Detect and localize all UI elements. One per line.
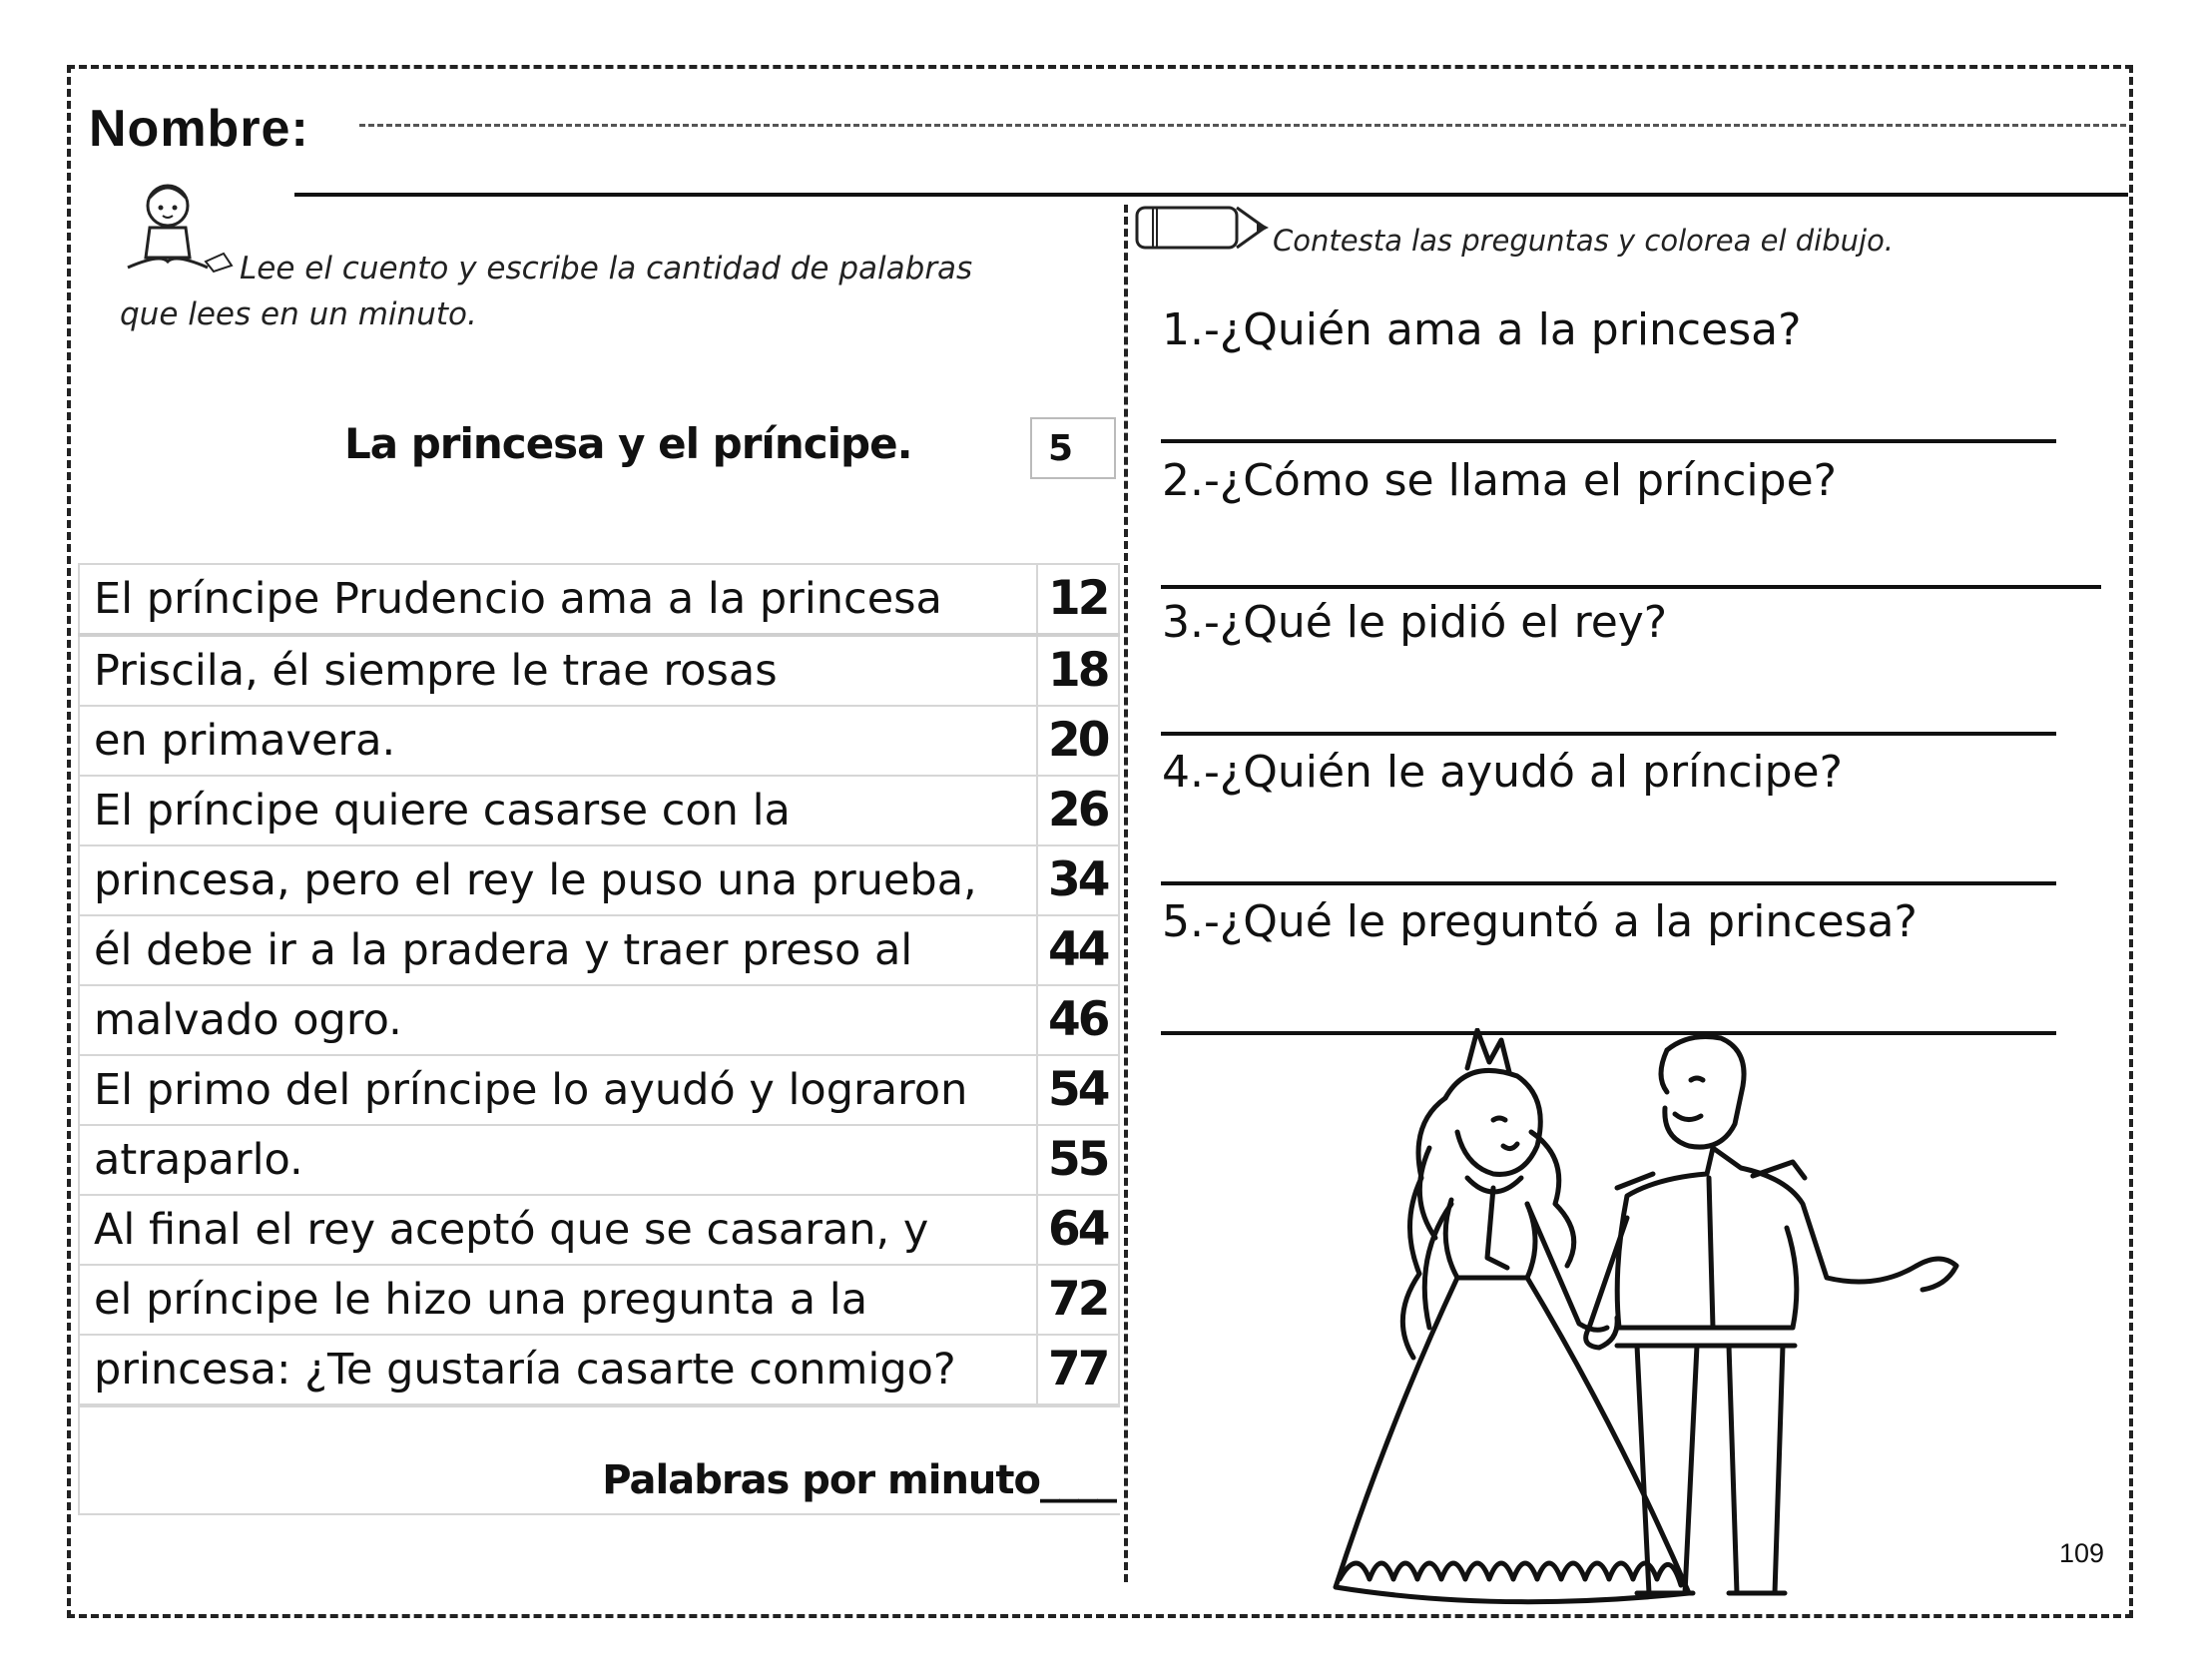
- cumulative-word-count: 12: [1037, 564, 1119, 635]
- reading-instruction: Lee el cuento y escribe la cantidad de palabras que lees en un minuto.: [120, 251, 973, 332]
- questions-instruction: Contesta las preguntas y colorea el dibujo.: [1273, 224, 1895, 258]
- story-line-row: [79, 635, 1119, 706]
- cumulative-word-count: 55: [1037, 1125, 1119, 1195]
- page-number: 109: [2059, 1538, 2105, 1568]
- name-label: Nombre:: [89, 100, 309, 158]
- name-answer-line[interactable]: [294, 193, 2128, 197]
- cumulative-word-count: 20: [1037, 706, 1119, 776]
- cumulative-word-count: 54: [1037, 1055, 1119, 1125]
- answer-line-1[interactable]: [1161, 439, 2056, 443]
- cumulative-word-count: 44: [1037, 915, 1119, 985]
- story-title: La princesa y el príncipe.: [344, 419, 912, 468]
- words-per-minute-box: [78, 1405, 1120, 1515]
- story-line-row: [79, 1265, 1119, 1335]
- princess-prince-illustration[interactable]: [1318, 1028, 1976, 1617]
- story-line-text: El primo del príncipe lo ayudó y lograron: [79, 1055, 1037, 1125]
- story-line-row: [79, 1335, 1119, 1404]
- story-table: [78, 563, 1120, 1405]
- story-line-text: en primavera.: [79, 706, 1037, 776]
- name-dashed-line: [359, 124, 2126, 127]
- pencil-icon: [1133, 200, 1273, 260]
- story-line-text: él debe ir a la pradera y traer preso al: [79, 915, 1037, 985]
- answer-line-2[interactable]: [1161, 585, 2101, 589]
- answer-line-4[interactable]: [1161, 881, 2056, 885]
- story-line-row: [79, 845, 1119, 915]
- cumulative-word-count: 34: [1037, 845, 1119, 915]
- story-line-row: [79, 776, 1119, 845]
- question-3: 3.-¿Qué le pidió el rey?: [1162, 597, 1668, 648]
- cumulative-word-count: 46: [1037, 985, 1119, 1055]
- story-line-row: [79, 1055, 1119, 1125]
- story-line-text: princesa, pero el rey le puso una prueba,: [79, 845, 1037, 915]
- column-divider: [1124, 205, 1128, 1582]
- story-line-text: atraparlo.: [79, 1125, 1037, 1195]
- story-line-text: Priscila, él siempre le trae rosas: [79, 635, 1037, 706]
- story-line-row: [79, 564, 1119, 635]
- story-line-row: [79, 985, 1119, 1055]
- cumulative-word-count: 26: [1037, 776, 1119, 845]
- story-line-text: princesa: ¿Te gustaría casarte conmigo?: [79, 1335, 1037, 1404]
- cumulative-word-count: 77: [1037, 1335, 1119, 1404]
- story-line-row: [79, 1125, 1119, 1195]
- question-4: 4.-¿Quién le ayudó al príncipe?: [1162, 747, 1843, 798]
- question-2: 2.-¿Cómo se llama el príncipe?: [1162, 455, 1838, 506]
- question-1: 1.-¿Quién ama a la princesa?: [1162, 304, 1802, 355]
- words-per-minute-field[interactable]: Palabras por minuto____: [602, 1457, 1116, 1503]
- story-line-text: El príncipe Prudencio ama a la princesa: [79, 564, 1037, 635]
- story-line-row: [79, 915, 1119, 985]
- story-line-text: El príncipe quiere casarse con la: [79, 776, 1037, 845]
- story-line-text: malvado ogro.: [79, 985, 1037, 1055]
- story-line-row: [79, 1195, 1119, 1265]
- story-line-text: el príncipe le hizo una pregunta a la: [79, 1265, 1037, 1335]
- question-5: 5.-¿Qué le preguntó a la princesa?: [1162, 896, 1918, 947]
- cumulative-word-count: 18: [1037, 635, 1119, 706]
- title-word-count: 5: [1030, 417, 1116, 479]
- story-line-text: Al final el rey aceptó que se casaran, y: [79, 1195, 1037, 1265]
- cumulative-word-count: 72: [1037, 1265, 1119, 1335]
- cumulative-word-count: 64: [1037, 1195, 1119, 1265]
- story-line-row: [79, 706, 1119, 776]
- answer-line-3[interactable]: [1161, 732, 2056, 736]
